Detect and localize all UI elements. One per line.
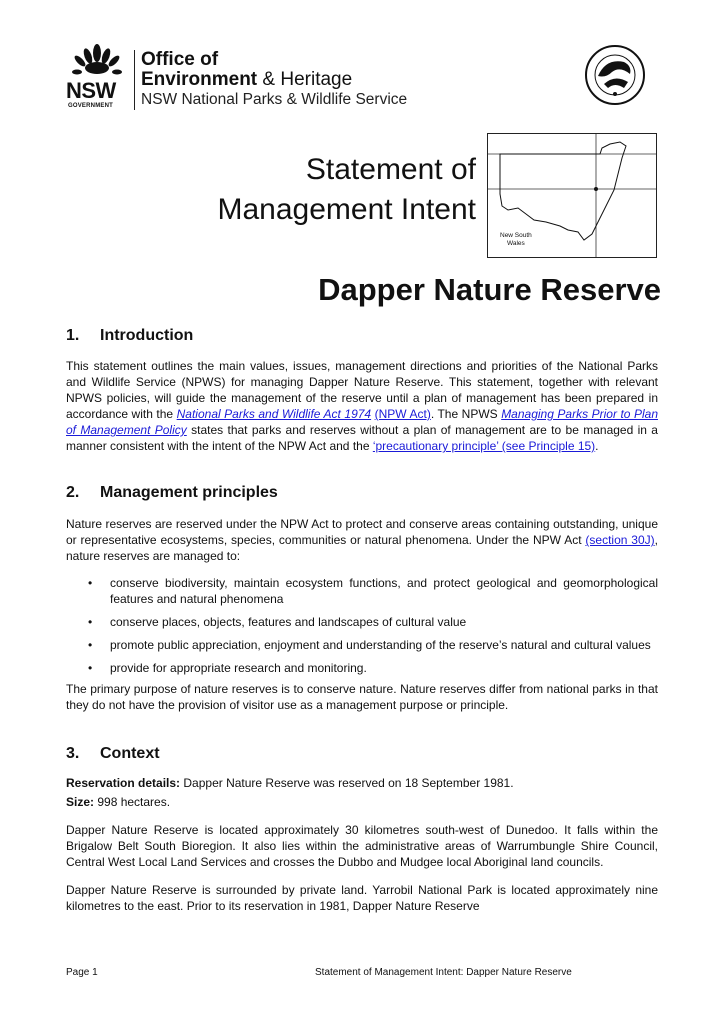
section-introduction [66, 327, 658, 454]
map-label-line-2: Wales [506, 240, 525, 247]
nsw-government-logo [66, 44, 128, 110]
list-item-text: provide for appropriate research and monitoring. [110, 661, 367, 675]
document-title [217, 150, 476, 230]
org-line-environment [141, 70, 407, 90]
principles-paragraph [66, 516, 658, 564]
logo-divider [134, 50, 135, 110]
principles-paragraph-2: The primary purpose of nature reserves is to conserve nature. Nature reserves differ from national parks in that they do not have the provision of visitor use as a management purpose or principle. [66, 682, 658, 712]
bullet: • [88, 638, 93, 652]
section-title: Management principles [100, 484, 278, 501]
list-item [66, 575, 658, 607]
section-heading-context [66, 745, 658, 763]
reservation-value: Dapper Nature Reserve was reserved on 18 September 1981. [180, 776, 514, 790]
bullet: • [88, 576, 93, 590]
text-run: . The NPWS [430, 407, 502, 421]
list-item-text: promote public appreciation, enjoyment and understanding of the reserve’s natural and cultural values [110, 638, 651, 652]
principles-list [66, 575, 658, 676]
nsw-logo-sub: GOVERNMENT [68, 103, 114, 109]
managing-parks-policy-link[interactable]: Managing Parks Prior to Plan of Management Policy [66, 407, 659, 437]
size-value: 998 hectares. [94, 795, 171, 809]
reserve-name-heading: Dapper Nature Reserve [318, 272, 661, 307]
reservation-details [66, 775, 658, 791]
context-paragraph-2: Dapper Nature Reserve is surrounded by private land. Yarrobil National Park is located approximately nine kilometres to the east. Prior to its reservation in 1981, Dapper Nature Reserve [66, 883, 658, 913]
text-run: Nature reserves are reserved under the NPW Act to protect and conserve areas containing outstanding, unique or representative ecosystems, species, communities or natural phenomena. Under the NPW Act [66, 517, 658, 547]
intro-paragraph [66, 358, 658, 454]
title-line-2: Management Intent [217, 193, 476, 226]
text-run: , nature reserves are managed to: [66, 533, 658, 563]
section-number: 3. [66, 745, 80, 762]
precautionary-principle-link[interactable]: ‘precautionary principle’ (see Principle 15) [372, 439, 596, 453]
map-label [500, 232, 532, 248]
list-item [66, 660, 658, 676]
section-number: 1. [66, 327, 80, 344]
list-item-text: conserve places, objects, features and landscapes of cultural value [110, 615, 467, 629]
nsw-logo-word: NSW [66, 78, 116, 103]
section-title: Context [100, 745, 160, 762]
npw-act-abbrev-link[interactable]: (NPW Act) [374, 407, 431, 421]
list-item-text: conserve biodiversity, maintain ecosystem functions, and protect geological and geomorphological features and natural phenomena [110, 576, 658, 606]
text-run: . [595, 439, 599, 453]
org-environment-word: Environment [141, 69, 258, 90]
context-paragraph-1: Dapper Nature Reserve is located approximately 30 kilometres south-west of Dunedoo. It falls within the Brigalow Belt South Bioregion. It also lies within the administrative areas of Warrumbungle Shire Council, Central West Local Land Services and crosses the Dubbo and Mudgee local Aboriginal land councils. [66, 823, 658, 869]
reservation-label: Reservation details: [66, 776, 181, 790]
section-heading-principles [66, 484, 658, 502]
map-label-line-1: New South [500, 232, 532, 239]
section-title: Introduction [100, 327, 194, 344]
text-run: states that parks and reserves without a plan of management are to be managed in a manner consistent with the intent of the NPW Act and the [66, 423, 658, 453]
npw-act-link[interactable]: National Parks and Wildlife Act 1974 [176, 407, 372, 421]
footer-title: Statement of Management Intent: Dapper Nature Reserve [315, 967, 572, 978]
section-heading-introduction [66, 327, 658, 345]
org-line-npws: NSW National Parks & Wildlife Service [141, 91, 408, 108]
list-item [66, 637, 658, 653]
section-context [66, 745, 658, 914]
section-number: 2. [66, 484, 80, 501]
page-number: Page 1 [66, 967, 98, 978]
title-line-1: Statement of [305, 153, 476, 186]
org-line-office: Office of [141, 49, 219, 70]
section-30j-link[interactable]: (section 30J) [585, 533, 655, 547]
location-map [487, 133, 657, 258]
bullet: • [88, 661, 93, 675]
section-management-principles [66, 484, 658, 713]
org-name-block [141, 50, 407, 110]
waratah-icon [72, 44, 122, 78]
bullet: • [88, 615, 93, 629]
size-details [66, 794, 658, 810]
text-run: This statement outlines the main values, issues, management directions and priorities of the National Parks and Wildlife Service (NPWS) for managing Dapper Nature Reserve. This statement, together with relevant NPWS policies, will guide the management of the reserve until a plan of management has been prepared in accordance with the [66, 359, 658, 421]
npws-emblem-icon [584, 44, 646, 106]
size-label: Size: [66, 795, 95, 809]
org-heritage-word: & Heritage [257, 69, 353, 90]
list-item [66, 614, 658, 630]
